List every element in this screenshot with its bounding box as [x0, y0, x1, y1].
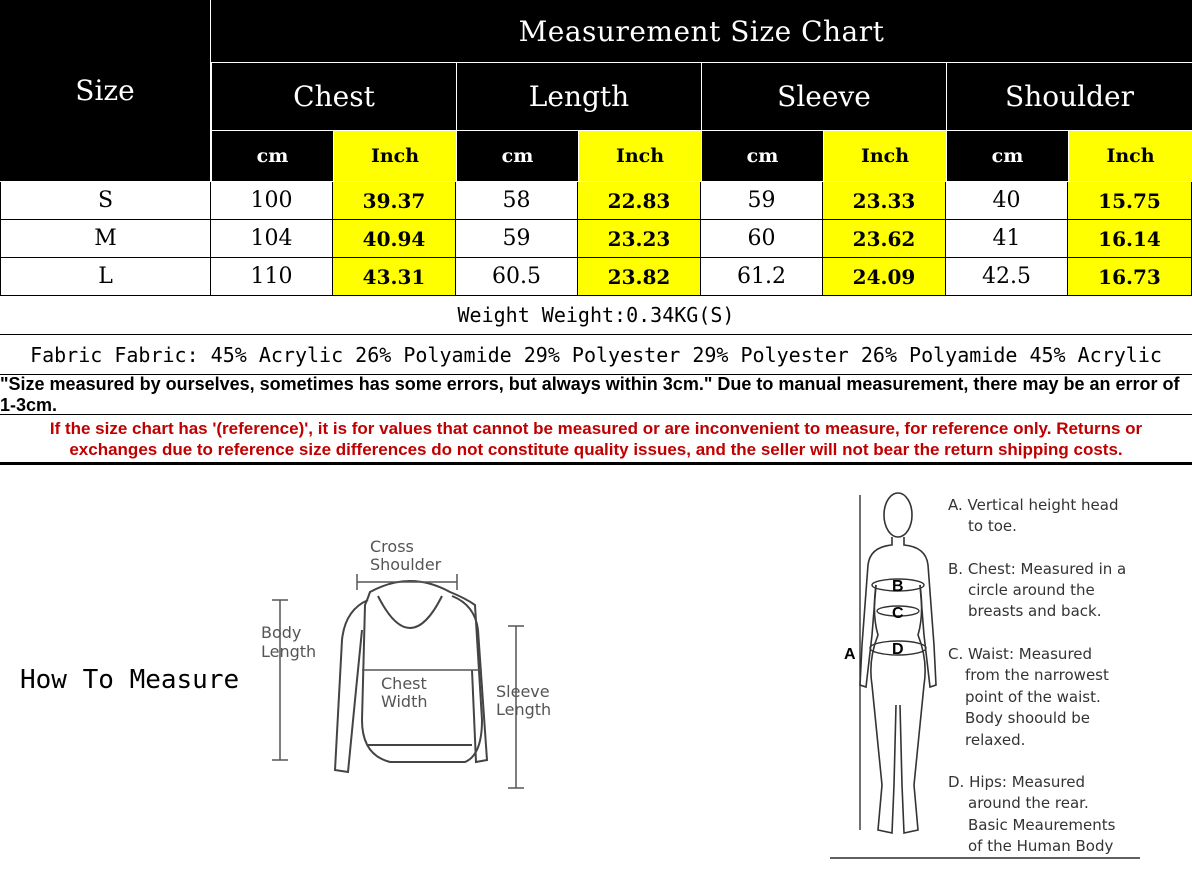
cm-value-cell: 59 — [456, 220, 578, 258]
cm-value-cell: 42.5 — [946, 258, 1068, 296]
marker-c: C — [892, 605, 904, 622]
label-body-length: Length — [261, 642, 317, 661]
label-width: Width — [381, 692, 428, 711]
group-length: Length — [456, 62, 701, 130]
reference-note — [0, 415, 1192, 463]
how-to-measure-label: How To Measure — [20, 665, 240, 695]
marker-d: D — [892, 641, 904, 658]
desc-a-line1: A. Vertical height head — [948, 496, 1119, 514]
desc-b-line2: circle around the — [968, 581, 1095, 599]
desc-d-line4: of the Human Body — [968, 837, 1114, 855]
size-cell: L — [0, 258, 211, 296]
cm-value-cell: 61.2 — [701, 258, 823, 296]
inch-value-cell: 24.09 — [823, 258, 946, 296]
inch-value-cell: 23.82 — [578, 258, 701, 296]
desc-c-line3: point of the waist. — [965, 688, 1101, 706]
cm-value-cell: 40 — [946, 182, 1068, 220]
cm-value-cell: 58 — [456, 182, 578, 220]
desc-b-line1: B. Chest: Measured in a — [948, 560, 1127, 578]
inch-value-cell: 43.31 — [333, 258, 456, 296]
desc-c-line5: relaxed. — [965, 731, 1026, 749]
marker-a: A — [844, 646, 856, 663]
cm-value-cell: 104 — [211, 220, 333, 258]
unit-shoulder-inch: Inch — [1068, 130, 1192, 181]
reference-note-line2: exchanges due to reference size differences do not constitute quality issues, and the seller will not bear the return shipping costs. — [69, 439, 1123, 459]
marker-b: B — [892, 578, 904, 595]
group-chest: Chest — [211, 62, 456, 130]
label-sleeve-length: Length — [496, 700, 552, 719]
unit-chest-cm: cm — [211, 130, 333, 181]
desc-d-line1: D. Hips: Measured — [948, 773, 1085, 791]
fabric-line: Fabric Fabric: 45% Acrylic 26% Polyamide 29% Polyester 29% Polyester 26% Polyamide 45% Acrylic — [0, 335, 1192, 375]
inch-value-cell: 39.37 — [333, 182, 456, 220]
desc-d-line3: Basic Meaurements — [968, 816, 1116, 834]
group-shoulder: Shoulder — [946, 62, 1192, 130]
cm-value-cell: 110 — [211, 258, 333, 296]
chart-title: Measurement Size Chart — [211, 0, 1192, 62]
cm-value-cell: 60 — [701, 220, 823, 258]
unit-length-inch: Inch — [578, 130, 701, 181]
size-cell: M — [0, 220, 211, 258]
unit-sleeve-inch: Inch — [823, 130, 946, 181]
inch-value-cell: 16.14 — [1068, 220, 1192, 258]
sweater-diagram — [250, 530, 570, 800]
measurement-error-note: "Size measured by ourselves, sometimes has some errors, but always within 3cm." Due to manual measurement, there may be an error of 1-3cm. — [0, 375, 1192, 415]
desc-c-line2: from the narrowest — [965, 666, 1109, 684]
cm-value-cell: 41 — [946, 220, 1068, 258]
unit-sleeve-cm: cm — [701, 130, 823, 181]
body-figure-diagram — [830, 485, 1160, 865]
cm-value-cell: 60.5 — [456, 258, 578, 296]
desc-b-line3: breasts and back. — [968, 602, 1102, 620]
label-cross: Cross — [370, 537, 414, 556]
unit-length-cm: cm — [456, 130, 578, 181]
reference-note-line1: If the size chart has '(reference)', it is for values that cannot be measured or are inconvenient to measure, for reference only. Returns or — [49, 418, 1143, 438]
inch-value-cell: 40.94 — [333, 220, 456, 258]
size-header: Size — [0, 0, 210, 181]
label-shoulder: Shoulder — [370, 555, 442, 574]
inch-value-cell: 16.73 — [1068, 258, 1192, 296]
cm-value-cell: 59 — [701, 182, 823, 220]
inch-value-cell: 22.83 — [578, 182, 701, 220]
desc-a-line2: to toe. — [968, 517, 1017, 535]
weight-line: Weight Weight:0.34KG(S) — [0, 296, 1192, 335]
size-cell: S — [0, 182, 211, 220]
inch-value-cell: 23.23 — [578, 220, 701, 258]
label-body: Body — [261, 623, 302, 642]
inch-value-cell: 23.33 — [823, 182, 946, 220]
unit-shoulder-cm: cm — [946, 130, 1068, 181]
desc-c-line1: C. Waist: Measured — [948, 645, 1093, 663]
desc-c-line4: Body shoould be — [965, 709, 1091, 727]
label-chest: Chest — [381, 674, 427, 693]
cm-value-cell: 100 — [211, 182, 333, 220]
unit-chest-inch: Inch — [333, 130, 456, 181]
measure-lines — [860, 495, 926, 830]
group-sleeve: Sleeve — [701, 62, 946, 130]
label-sleeve: Sleeve — [496, 682, 550, 701]
desc-d-line2: around the rear. — [968, 794, 1089, 812]
body-outline — [860, 493, 936, 833]
inch-value-cell: 15.75 — [1068, 182, 1192, 220]
inch-value-cell: 23.62 — [823, 220, 946, 258]
